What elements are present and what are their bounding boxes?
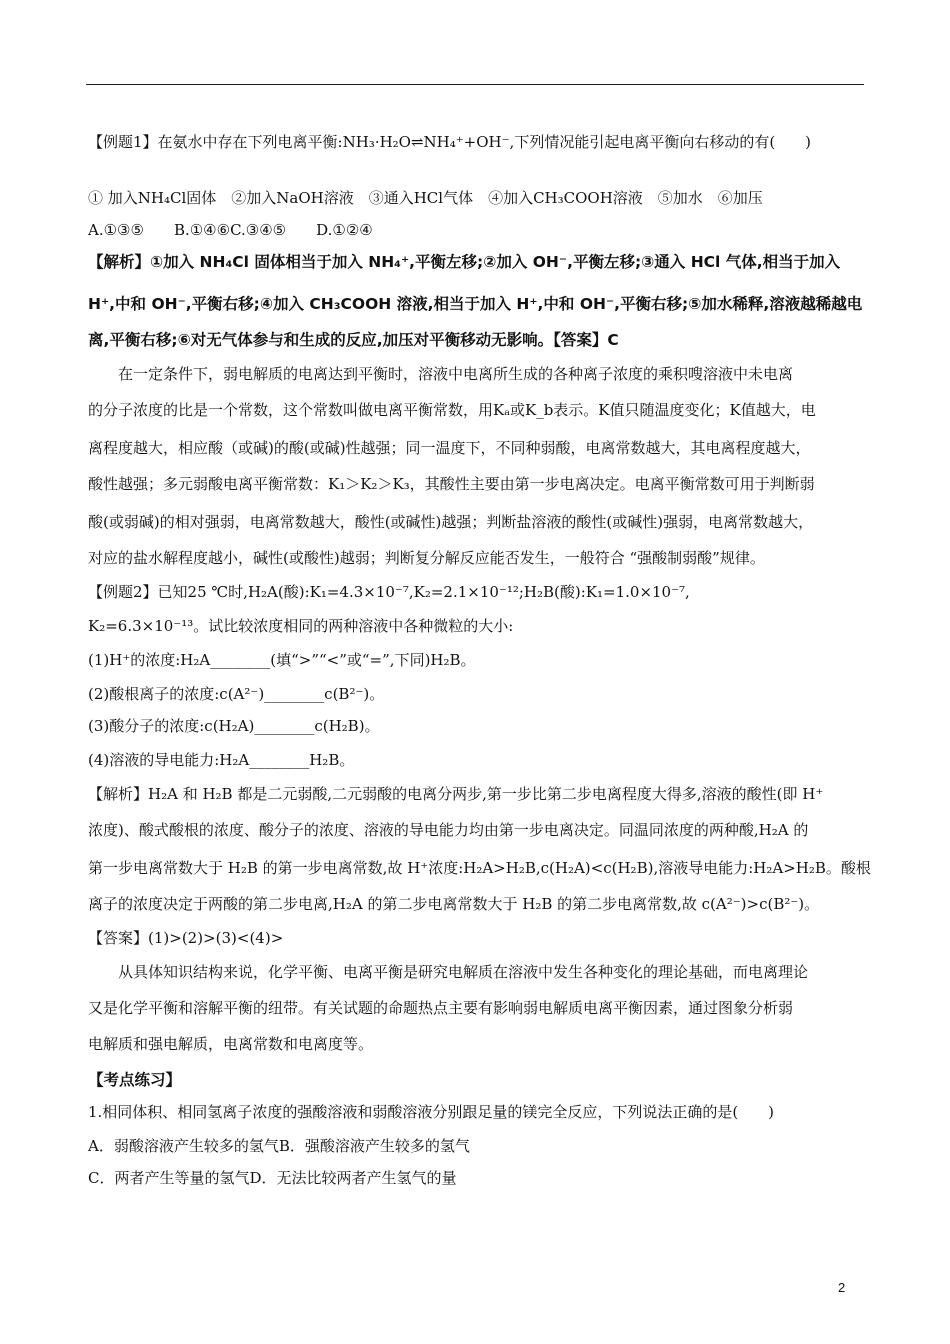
example2-analysis-line: 浓度)、酸式酸根的浓度、酸分子的浓度、溶液的导电能力均由第一步电离决定。同温同浓度的两种酸,H₂A 的 <box>88 821 809 839</box>
example1-options: ① 加入NH₄Cl固体 ②加入NaOH溶液 ③通入HCl气体 ④加入CH₃COOH溶液 ⑤加水 ⑥加压 <box>88 189 763 207</box>
example1-choices: A.①③⑤ B.①④⑥C.③④⑤ D.①②④ <box>88 221 373 239</box>
paragraph1-line: 对应的盐水解程度越小，碱性(或酸性)越弱；判断复分解反应能否发生，一般符合 “强酸制弱酸”规律。 <box>88 549 765 567</box>
example2-analysis-line: 【解析】H₂A 和 H₂B 都是二元弱酸,二元弱酸的电离分两步,第一步比第二步电离程度大得多,溶液的酸性(即 H⁺ <box>88 785 824 803</box>
paragraph1-line: 的分子浓度的比是一个常数，这个常数叫做电离平衡常数，用Kₐ或K_b表示。K值只随温度变化；K值越大，电 <box>88 401 816 419</box>
paragraph2-line: 又是化学平衡和溶解平衡的纽带。有关试题的命题热点主要有影响弱电解质电离平衡因素，通过图象分析弱 <box>88 999 794 1017</box>
example2-line: 【例题2】已知25 ℃时,H₂A(酸):K₁=4.3×10⁻⁷,K₂=2.1×10⁻¹²;H₂B(酸):K₁=1.0×10⁻⁷, <box>88 583 690 601</box>
paragraph1-line: 酸性越强；多元弱酸电离平衡常数：K₁＞K₂＞K₃，其酸性主要由第一步电离决定。电离平衡常数可用于判断弱 <box>88 475 815 493</box>
page-number: 2 <box>838 1280 846 1295</box>
paragraph1-line: 酸(或弱碱)的相对强弱，电离常数越大，酸性(或碱性)越强；判断盐溶液的酸性(或碱性)强弱，电离常数越大， <box>88 513 814 531</box>
example2-question-2: (2)酸根离子的浓度:c(A²⁻)________c(B²⁻)。 <box>88 685 385 703</box>
header-rule <box>86 84 864 85</box>
example2-answer: 【答案】(1)>(2)>(3)<(4)> <box>88 929 284 947</box>
practice-question-1: 1.相同体积、相同氢离子浓度的强酸溶液和弱酸溶液分别跟足量的镁完全反应，下列说法正确的是( ) <box>88 1103 775 1121</box>
example2-analysis-line: 离子的浓度决定于两酸的第二步电离,H₂A 的第二步电离常数大于 H₂B 的第二步电离常数,故 c(A²⁻)>c(B²⁻)。 <box>88 895 820 913</box>
example2-line: K₂=6.3×10⁻¹³。试比较浓度相同的两种溶液中各种微粒的大小: <box>88 617 514 635</box>
practice-options-cd: C．两者产生等量的氢气D．无法比较两者产生氢气的量 <box>88 1169 457 1187</box>
paragraph1-line: 在一定条件下，弱电解质的电离达到平衡时，溶液中电离所生成的各种离子浓度的乘积嗖溶液中未电离 <box>118 365 794 383</box>
example1-analysis-line: 离,平衡右移;⑥对无气体参与和生成的反应,加压对平衡移动无影响。【答案】C <box>88 331 619 349</box>
practice-heading: 【考点练习】 <box>88 1071 182 1089</box>
paragraph2-line: 电解质和强电解质，电离常数和电离度等。 <box>88 1035 374 1053</box>
example2-question-1: (1)H⁺的浓度:H₂A________(填“>”“<”或“=”,下同)H₂B。 <box>88 651 476 669</box>
example1-analysis-line: 【解析】①加入 NH₄Cl 固体相当于加入 NH₄⁺,平衡左移;②加入 OH⁻,平衡左移;③通入 HCl 气体,相当于加入 <box>88 253 841 271</box>
example2-question-4: (4)溶液的导电能力:H₂A________H₂B。 <box>88 751 355 769</box>
example1-question: 【例题1】在氨水中存在下列电离平衡:NH₃·H₂O⇌NH₄⁺+OH⁻,下列情况能引起电离平衡向右移动的有( ) <box>88 133 812 151</box>
paragraph2-line: 从具体知识结构来说，化学平衡、电离平衡是研究电解质在溶液中发生各种变化的理论基础，而电离理论 <box>118 963 809 981</box>
example2-analysis-line: 第一步电离常数大于 H₂B 的第一步电离常数,故 H⁺浓度:H₂A>H₂B,c(H₂A)<c(H₂B),溶液导电能力:H₂A>H₂B。酸根 <box>88 859 871 877</box>
example2-question-3: (3)酸分子的浓度:c(H₂A)________c(H₂B)。 <box>88 717 380 735</box>
paragraph1-line: 离程度越大，相应酸（或碱)的酸(或碱)性越强；同一温度下，不同种弱酸，电离常数越大，其电离程度越大， <box>88 439 811 457</box>
example1-analysis-line: H⁺,中和 OH⁻,平衡右移;④加入 CH₃COOH 溶液,相当于加入 H⁺,中和 OH⁻,平衡右移;⑤加水稀释,溶液越稀越电 <box>88 295 863 313</box>
practice-options-ab: A．弱酸溶液产生较多的氢气B．强酸溶液产生较多的氢气 <box>88 1137 470 1155</box>
